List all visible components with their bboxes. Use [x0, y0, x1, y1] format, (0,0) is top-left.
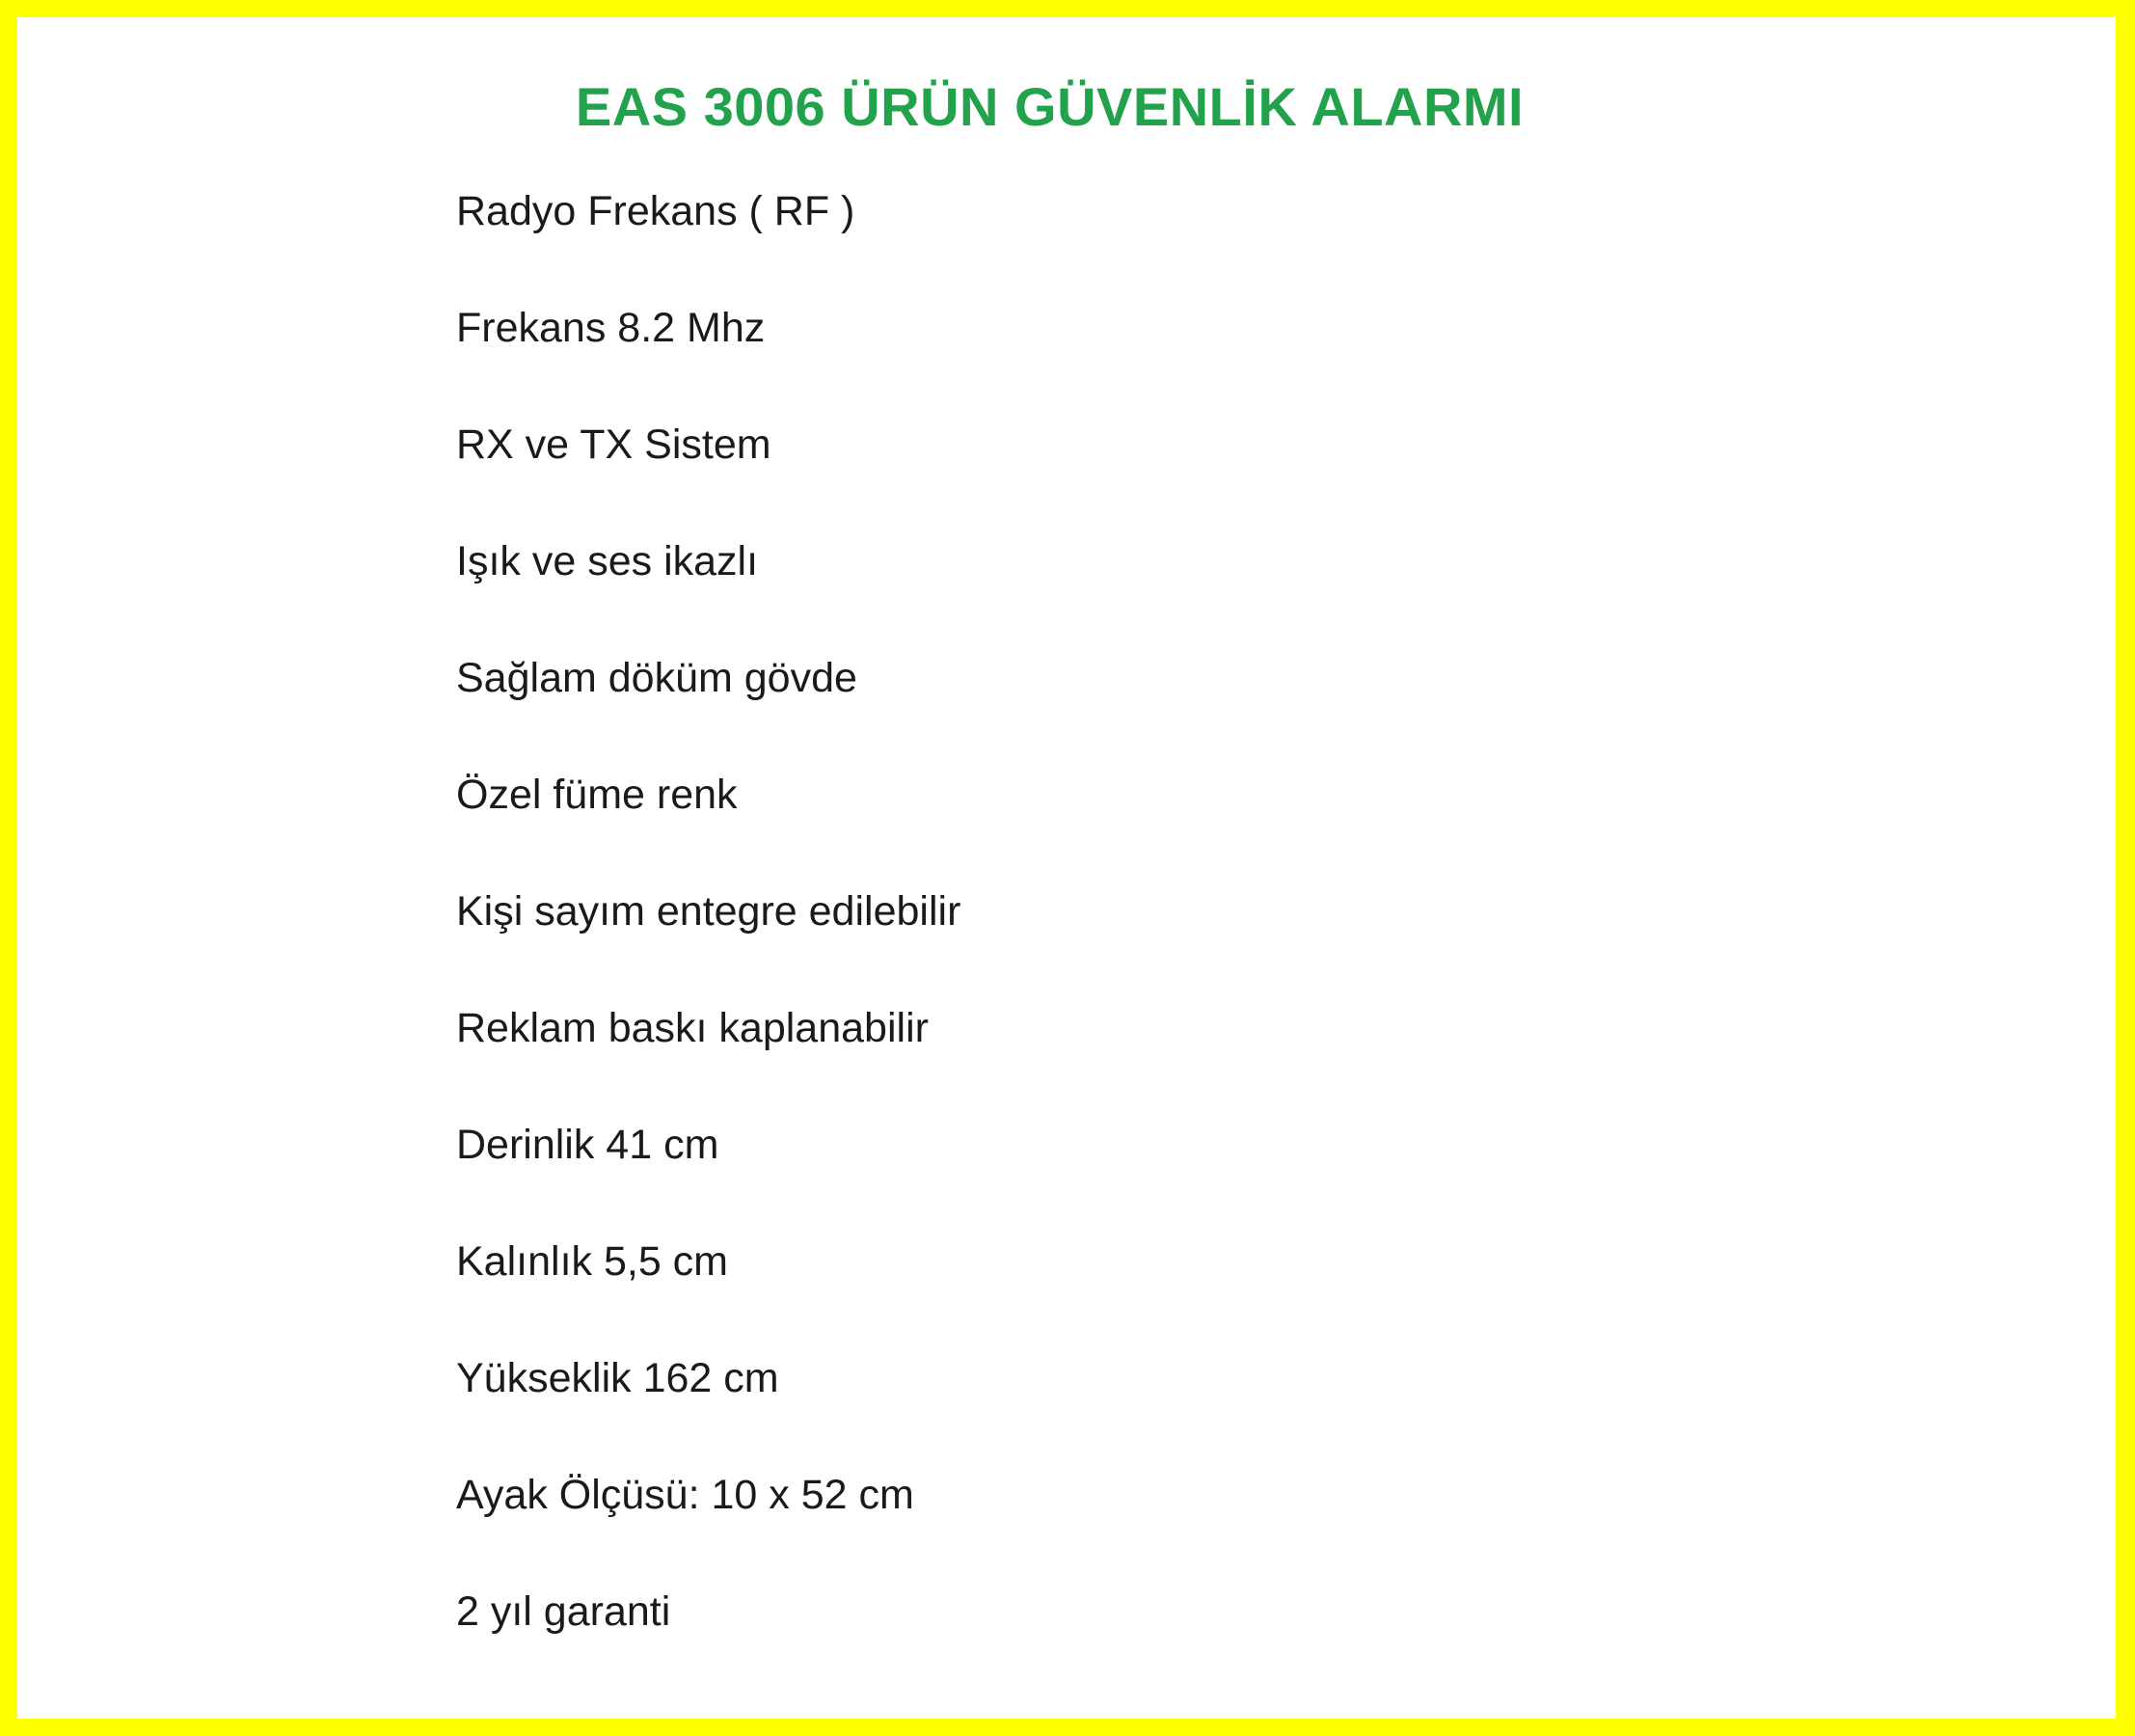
specification-list: [17, 137, 2116, 1633]
list-item: Sağlam döküm gövde: [456, 654, 857, 701]
page-title: EAS 3006 ÜRÜN GÜVENLİK ALARMI: [575, 76, 1525, 137]
list-item: Reklam baskı kaplanabilir: [456, 1004, 929, 1051]
list-item: Frekans 8.2 Mhz: [456, 304, 766, 351]
list-item: Derinlik 41 cm: [456, 1121, 719, 1168]
list-item: Işık ve ses ikazlı: [456, 537, 759, 584]
list-item: Kişi sayım entegre edilebilir: [456, 887, 961, 935]
list-item: Yükseklik 162 cm: [456, 1354, 779, 1401]
list-item: Radyo Frekans ( RF ): [456, 187, 855, 234]
list-item: Kalınlık 5,5 cm: [456, 1237, 728, 1285]
document-card: [17, 17, 2116, 1719]
list-item: Ayak Ölçüsü: 10 x 52 cm: [456, 1471, 914, 1518]
list-item: Özel füme renk: [456, 771, 738, 818]
list-item: RX ve TX Sistem: [456, 420, 771, 468]
list-item: 2 yıl garanti: [456, 1587, 671, 1635]
